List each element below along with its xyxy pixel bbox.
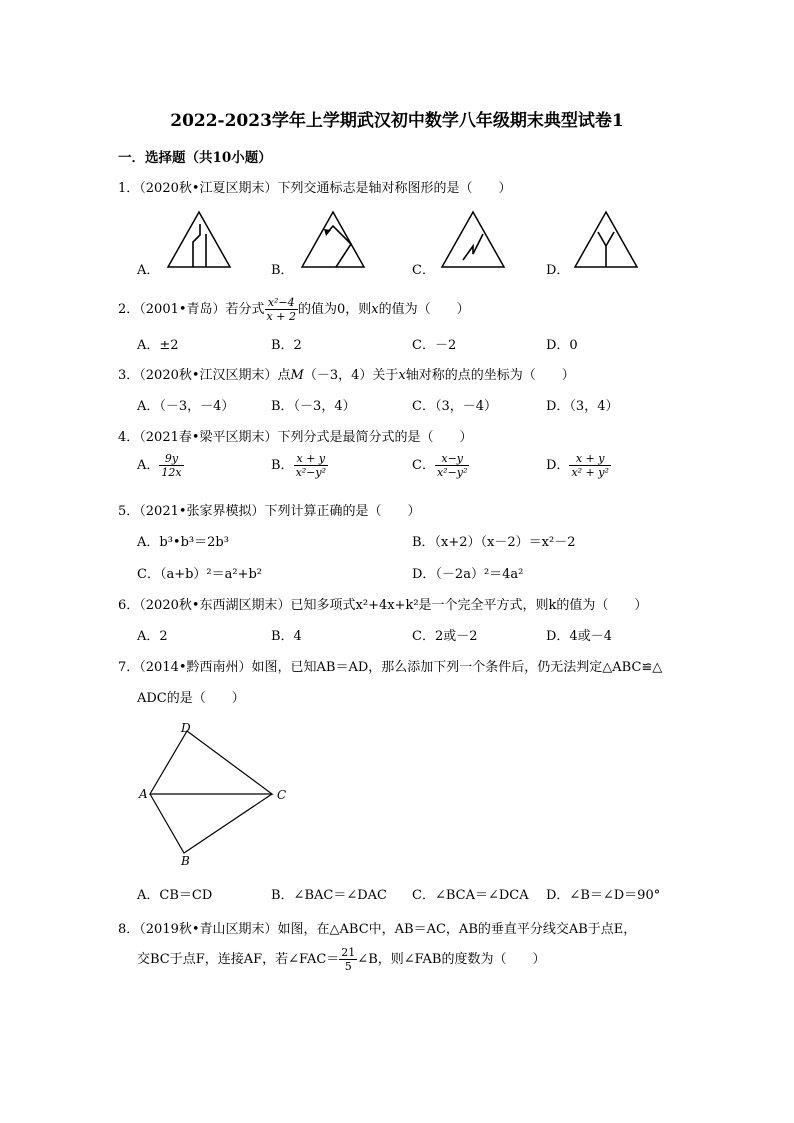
q3-option-d[interactable]: D．（3，4）: [546, 399, 619, 414]
q3-option-b[interactable]: B．（－3，4）: [271, 399, 356, 414]
question-2-stem: 2．（2001•青岛）若分式 $\frac{\text{x²−4}}{x + 2}$ 的值为0，则x的值为（ ）: [118, 296, 470, 323]
section-heading: 一．选择题（共10小题）: [118, 150, 272, 166]
q6-option-c[interactable]: C．2或－2: [412, 629, 478, 644]
q4-option-c[interactable]: C． $\frac{x-y}{\text{x²−y²}}$: [412, 452, 468, 479]
label-a: A: [139, 787, 148, 801]
label-d: D: [181, 721, 191, 735]
traffic-sign-a-icon: [166, 210, 232, 270]
traffic-sign-d-icon: [573, 210, 639, 270]
question-6-stem: 6．（2020秋•东西湖区期末）已知多项式x²+4x+k²是一个完全平方式，则k的值为（ ）: [118, 598, 648, 613]
question-3-stem: 3．（2020秋•江汉区期末）点M（－3，4）关于x轴对称的点的坐标为（ ）: [118, 368, 575, 383]
q1-option-d[interactable]: D．: [546, 263, 570, 278]
question-4-stem: 4．（2021春•梁平区期末）下列分式是最简分式的是（ ）: [118, 430, 473, 445]
q2-option-b[interactable]: B．2: [271, 338, 302, 353]
label-c: C: [277, 788, 287, 802]
q3-option-a[interactable]: A．（－3，－4）: [137, 399, 235, 414]
question-5-stem: 5．（2021•张家界模拟）下列计算正确的是（ ）: [118, 504, 421, 519]
q3-option-c[interactable]: C．（3，－4）: [412, 399, 497, 414]
q5-option-b[interactable]: B．（x+2）（x－2）＝x²－2: [412, 535, 576, 550]
question-1-stem: 1．（2020秋•江夏区期末）下列交通标志是轴对称图形的是（ ）: [118, 181, 512, 196]
q5-option-c[interactable]: C．（a+b）²＝a²+b²: [137, 567, 263, 582]
q1-option-c[interactable]: C．: [412, 263, 435, 278]
q4-option-d[interactable]: D． $\frac{x + y}{\text{x² + y²}}$: [546, 452, 609, 479]
q6-option-b[interactable]: B．4: [271, 629, 302, 644]
q7-option-b[interactable]: B．∠BAC＝∠DAC: [271, 888, 387, 903]
q7-geometry-figure: [135, 720, 295, 870]
q2-option-a[interactable]: A．±2: [137, 338, 179, 353]
q4-option-b[interactable]: B． $\frac{x + y}{\text{x²−y²}}$: [271, 452, 327, 479]
q5-option-a[interactable]: A．b³•b³＝2b³: [137, 535, 229, 550]
q2-option-c[interactable]: C．－2: [412, 338, 457, 353]
q7-option-c[interactable]: C．∠BCA＝∠DCA: [412, 888, 529, 903]
q7-option-a[interactable]: A．CB＝CD: [137, 888, 213, 903]
q1-option-a[interactable]: A．: [137, 263, 160, 278]
traffic-sign-c-icon: [440, 210, 506, 270]
q4-option-a[interactable]: A． $\frac{9y}{12x}$: [137, 452, 182, 479]
q6-option-d[interactable]: D．4或－4: [546, 629, 612, 644]
traffic-sign-b-icon: [300, 210, 366, 270]
q6-option-a[interactable]: A．2: [137, 629, 168, 644]
q5-option-d[interactable]: D．（－2a）²＝4a²: [412, 567, 524, 582]
question-7-stem-line2: ADC的是（ ）: [137, 691, 245, 706]
label-b: B: [181, 854, 190, 868]
q7-option-d[interactable]: D．∠B＝∠D＝90°: [546, 888, 661, 903]
question-8-stem-line1: 8．（2019秋•青山区期末）如图，在△ABC中，AB＝AC，AB的垂直平分线交AB于点E，: [118, 922, 637, 937]
q2-option-d[interactable]: D．0: [546, 338, 578, 353]
q1-option-b[interactable]: B．: [271, 263, 294, 278]
question-8-stem-line2: 交BC于点F，连接AF，若∠FAC＝ $\frac{21}{5}$ ∠B，则∠FAB的度数为（ ）: [137, 946, 546, 973]
question-7-stem-line1: 7．（2014•黔西南州）如图，已知AB＝AD，那么添加下列一个条件后，仍无法判定△ABC≌△: [118, 660, 663, 675]
q8-fraction: $\frac{21}{5}$: [341, 946, 356, 973]
q2-fraction: $\frac{\text{x²−4}}{x + 2}$: [266, 296, 296, 323]
page-title: 2022-2023学年上学期武汉初中数学八年级期末典型试卷1: [170, 111, 624, 131]
